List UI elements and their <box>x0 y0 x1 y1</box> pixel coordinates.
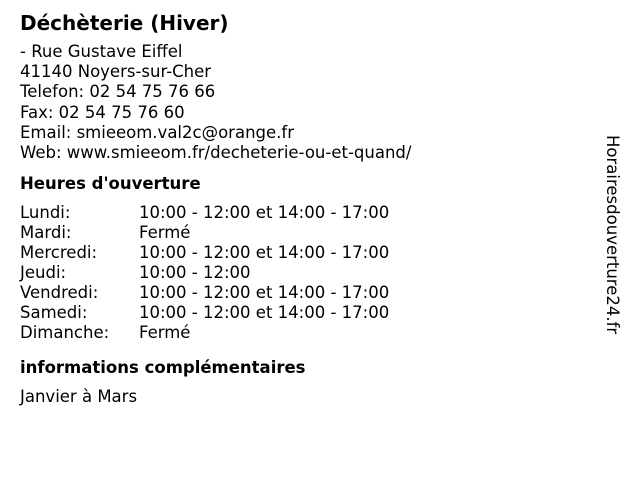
brand-watermark: Horairesdouverture24.fr <box>603 135 622 335</box>
day-label: Jeudi: <box>20 263 67 283</box>
web-line: Web: www.smieeom.fr/decheterie-ou-et-quand/ <box>20 143 412 163</box>
hours-row-thursday <box>20 263 600 283</box>
day-label: Samedi: <box>20 303 88 323</box>
hours-row-saturday <box>20 303 600 323</box>
time-value: 10:00 - 12:00 et 14:00 - 17:00 <box>139 203 390 223</box>
hours-row-tuesday <box>20 223 600 243</box>
address-block <box>20 42 600 163</box>
time-value: 10:00 - 12:00 et 14:00 - 17:00 <box>139 303 390 323</box>
street-line: - Rue Gustave Eiffel <box>20 42 183 61</box>
hours-row-wednesday <box>20 243 600 263</box>
time-value: 10:00 - 12:00 <box>139 263 251 283</box>
info-heading: informations complémentaires <box>20 358 306 378</box>
facility-card <box>20 10 600 407</box>
day-label: Mardi: <box>20 223 72 243</box>
time-value: Fermé <box>139 323 191 343</box>
time-value: 10:00 - 12:00 et 14:00 - 17:00 <box>139 283 390 303</box>
time-value: 10:00 - 12:00 et 14:00 - 17:00 <box>139 243 390 263</box>
phone-line: Telefon: 02 54 75 76 66 <box>20 82 216 102</box>
hours-row-monday <box>20 203 600 223</box>
time-value: Fermé <box>139 223 191 243</box>
day-label: Vendredi: <box>20 283 99 303</box>
info-text: Janvier à Mars <box>20 387 138 407</box>
hours-row-sunday <box>20 323 600 343</box>
hours-table <box>20 203 600 343</box>
day-label: Mercredi: <box>20 243 98 263</box>
email-line: Email: smieeom.val2c@orange.fr <box>20 122 294 142</box>
day-label: Lundi: <box>20 203 71 223</box>
hours-heading: Heures d'ouverture <box>20 174 201 194</box>
page-title: Déchèterie (Hiver) <box>20 11 229 35</box>
day-label: Dimanche: <box>20 323 110 343</box>
city-line: 41140 Noyers-sur-Cher <box>20 62 212 82</box>
fax-line: Fax: 02 54 75 76 60 <box>20 102 185 122</box>
hours-row-friday <box>20 283 600 303</box>
